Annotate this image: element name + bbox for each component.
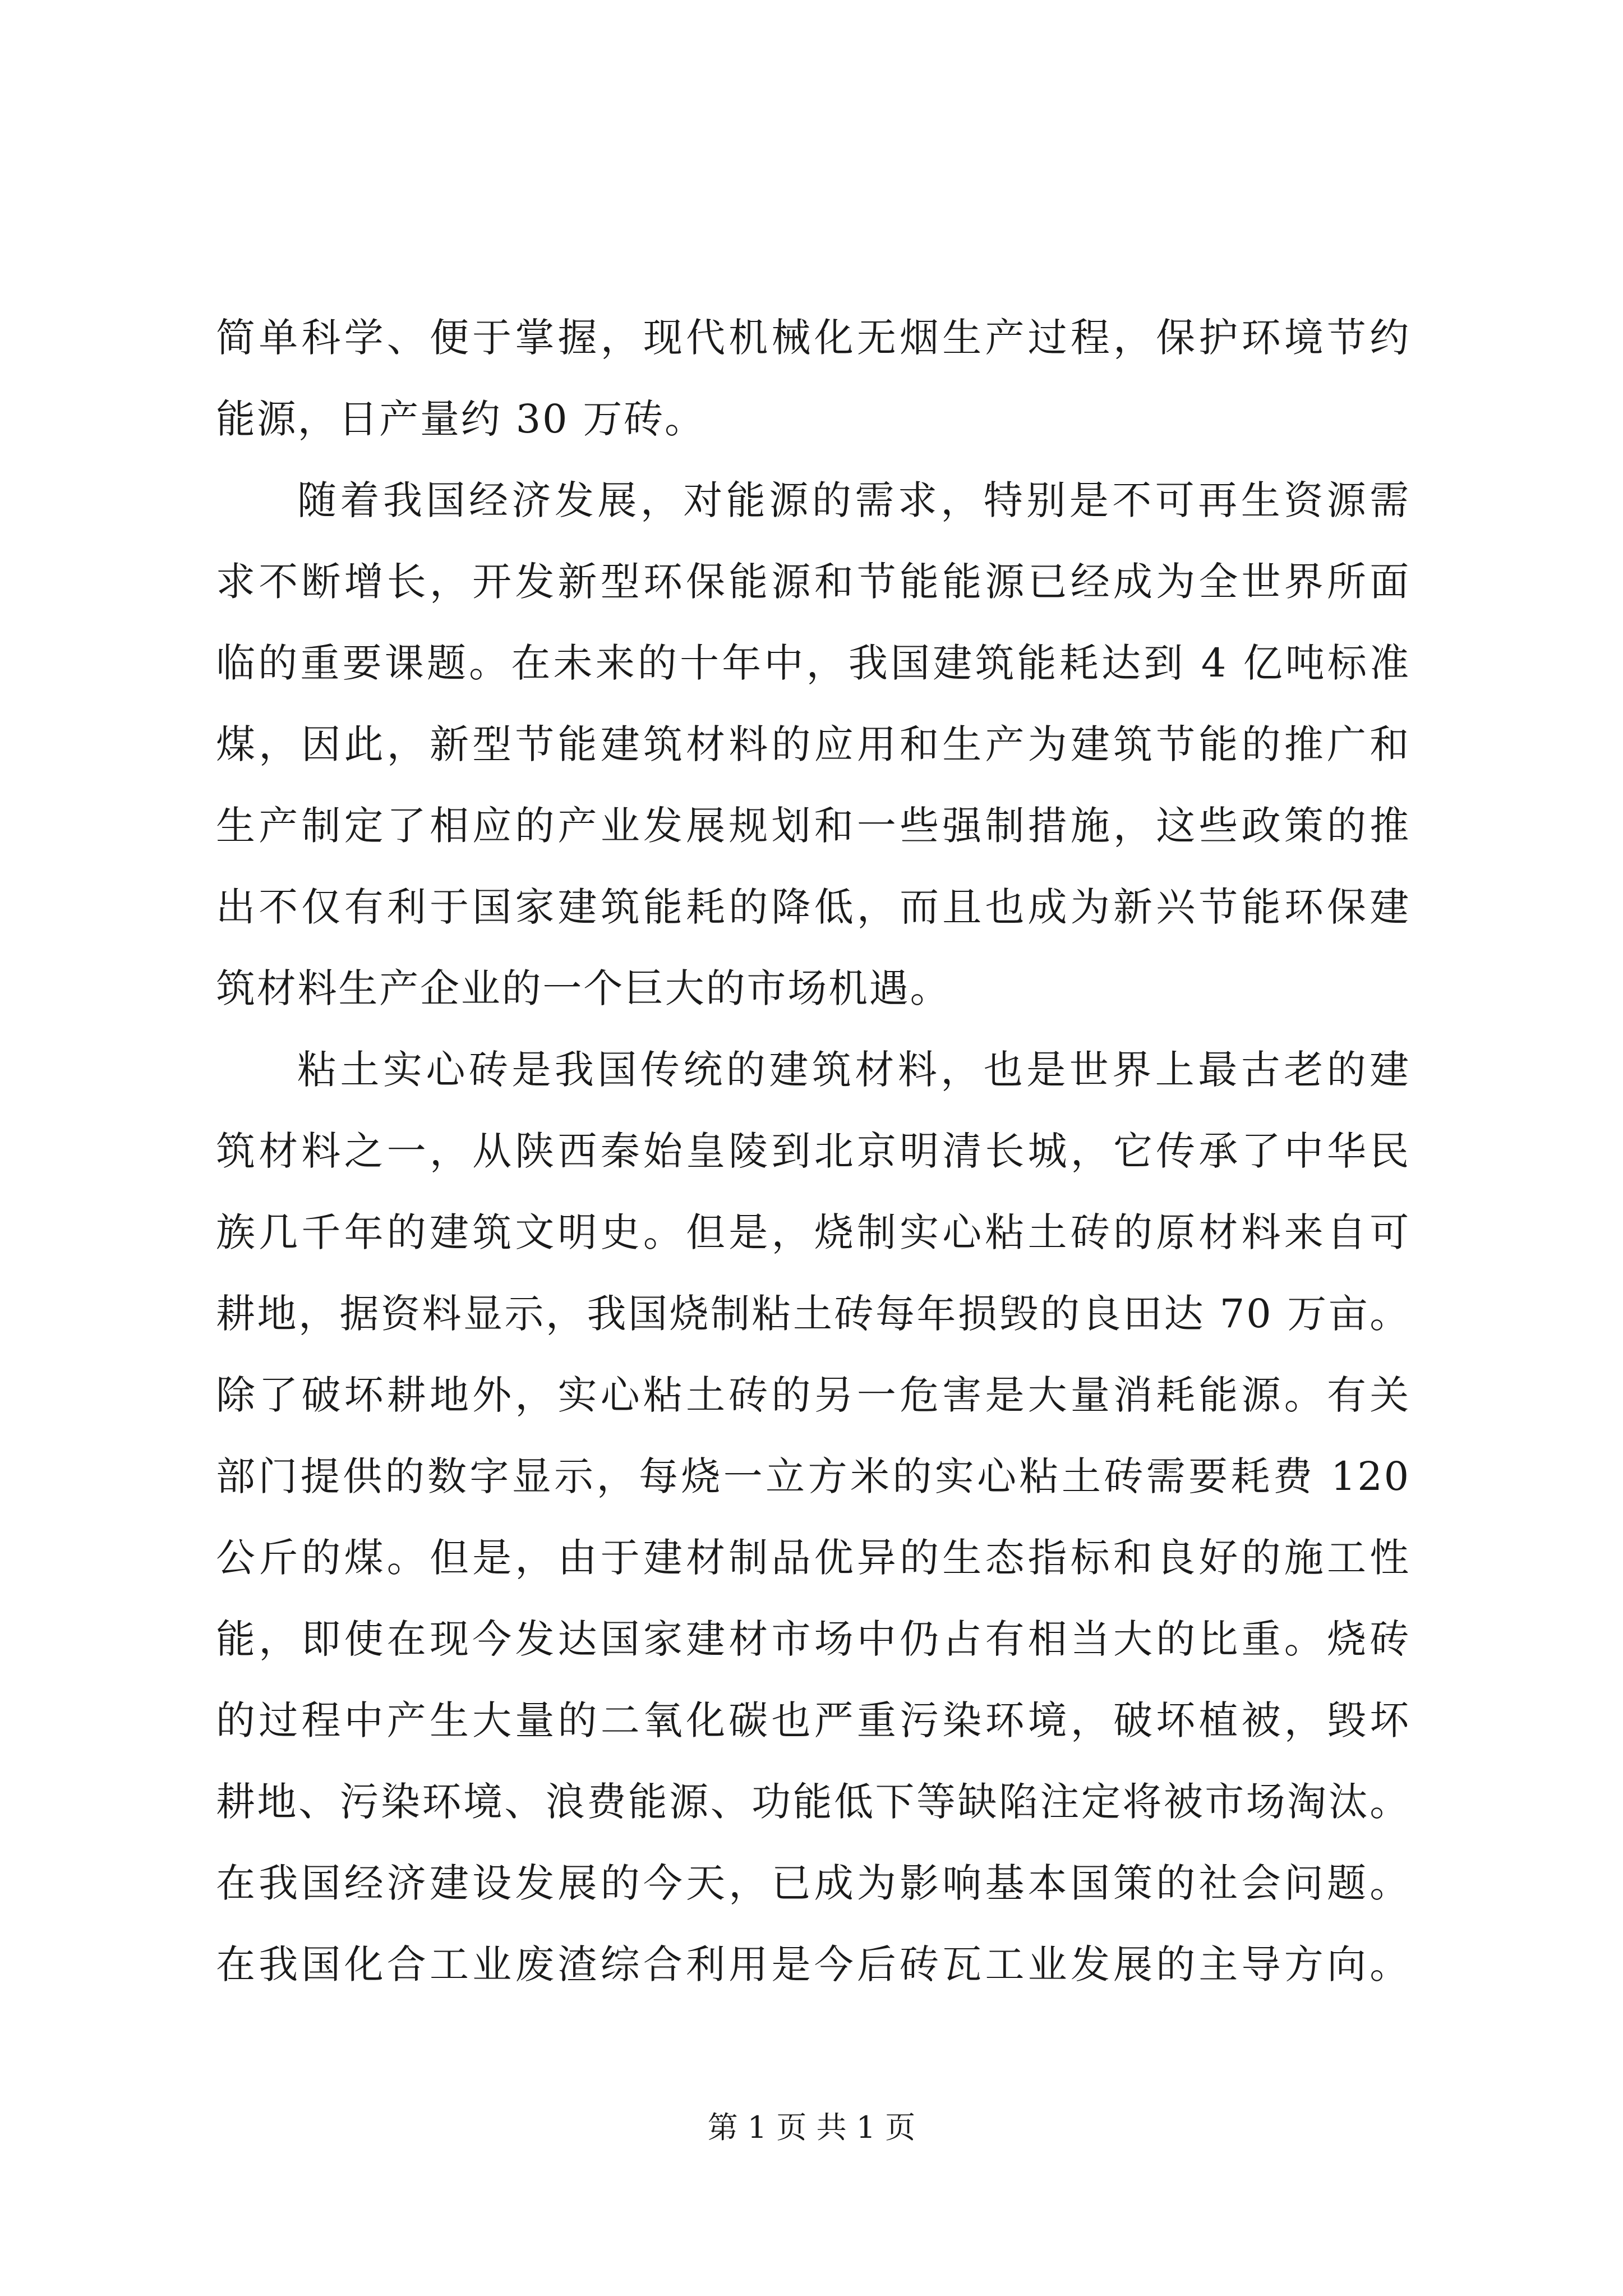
text-line: 筑材料生产企业的一个巨大的市场机遇。	[216, 965, 951, 1011]
text-line: 出不仅有利于国家建筑能耗的降低，而且也成为新兴节能环保建	[216, 884, 1410, 930]
text-line: 求不断增长，开发新型环保能源和节能能源已经成为全世界所面	[216, 559, 1410, 605]
text-line: 耕地、污染环境、浪费能源、功能低下等缺陷注定将被市场淘汰。	[216, 1779, 1410, 1825]
text-line: 生产制定了相应的产业发展规划和一些强制措施，这些政策的推	[216, 803, 1410, 849]
text-line: 族几千年的建筑文明史。但是，烧制实心粘土砖的原材料来自可	[216, 1209, 1410, 1255]
text-line: 简单科学、便于掌握，现代机械化无烟生产过程，保护环境节约	[216, 315, 1410, 361]
text-line: 能，即使在现今发达国家建材市场中仍占有相当大的比重。烧砖	[216, 1616, 1410, 1662]
text-line: 耕地，据资料显示，我国烧制粘土砖每年损毁的良田达 70 万亩。	[216, 1291, 1410, 1337]
text-line: 筑材料之一，从陕西秦始皇陵到北京明清长城，它传承了中华民	[216, 1128, 1410, 1174]
text-line: 部门提供的数字显示，每烧一立方米的实心粘土砖需要耗费 120	[216, 1453, 1410, 1499]
text-line: 能源，日产量约 30 万砖。	[216, 396, 706, 442]
text-line: 的过程中产生大量的二氧化碳也严重污染环境，破坏植被，毁坏	[216, 1697, 1410, 1743]
text-line: 粘土实心砖是我国传统的建筑材料，也是世界上最古老的建	[297, 1047, 1410, 1093]
text-line: 在我国化合工业废渣综合利用是今后砖瓦工业发展的主导方向。	[216, 1941, 1410, 1987]
page-footer: 第 1 页 共 1 页	[707, 2110, 916, 2145]
text-line: 公斤的煤。但是，由于建材制品优异的生态指标和良好的施工性	[216, 1535, 1410, 1581]
text-line: 除了破坏耕地外，实心粘土砖的另一危害是大量消耗能源。有关	[216, 1372, 1410, 1418]
text-line: 在我国经济建设发展的今天，已成为影响基本国策的社会问题。	[216, 1860, 1410, 1906]
text-line: 随着我国经济发展，对能源的需求，特别是不可再生资源需	[297, 477, 1410, 523]
body-text	[216, 297, 1410, 2005]
text-line: 煤，因此，新型节能建筑材料的应用和生产为建筑节能的推广和	[216, 721, 1410, 767]
text-line: 临的重要课题。在未来的十年中，我国建筑能耗达到 4 亿吨标准	[216, 640, 1410, 686]
